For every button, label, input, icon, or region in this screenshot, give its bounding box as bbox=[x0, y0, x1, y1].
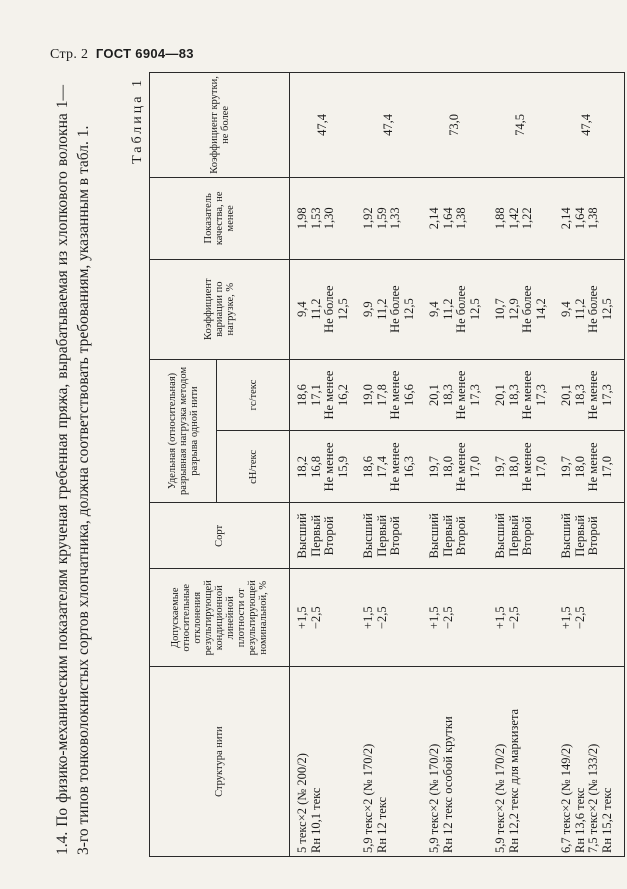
cell-deviation bbox=[426, 569, 492, 667]
cell-line: 17,0 bbox=[467, 455, 482, 478]
cell-line: +1,5 bbox=[295, 606, 309, 630]
cell-line: 18,0 bbox=[572, 455, 587, 478]
cell-line: 47,4 bbox=[381, 114, 396, 136]
cell-line: −2,5 bbox=[506, 606, 521, 630]
cell-line: Первый bbox=[308, 514, 323, 557]
cell-line: 1,92 bbox=[361, 207, 375, 230]
cell-line: Не менее bbox=[388, 442, 402, 492]
cell-twist bbox=[492, 73, 558, 178]
cell-line: Rн 12 текс bbox=[374, 796, 389, 853]
cell-line: Не более bbox=[586, 285, 600, 333]
cell-line: Высший bbox=[361, 513, 375, 559]
cell-line: 12,5 bbox=[335, 298, 350, 321]
cell-line: Второй bbox=[454, 516, 468, 556]
page-header bbox=[50, 46, 194, 63]
table-row bbox=[360, 73, 426, 857]
cell-line: Не менее bbox=[454, 370, 468, 420]
cell-line: Высший bbox=[295, 513, 309, 559]
cell-line: 1,64 bbox=[440, 207, 455, 230]
cell-line: 11,2 bbox=[308, 298, 323, 320]
cell-line: 15,9 bbox=[335, 455, 350, 478]
cell-line: Не менее bbox=[322, 442, 336, 492]
cell-twist bbox=[360, 73, 426, 178]
cell-variation bbox=[426, 259, 492, 359]
cell-line: 10,7 bbox=[493, 298, 507, 321]
properties-table bbox=[149, 72, 625, 857]
cell-line: 1,98 bbox=[295, 207, 309, 230]
cell-line: 14,2 bbox=[533, 298, 548, 321]
cell-line: 5,9 текс×2 (№ 170/2) bbox=[427, 743, 441, 853]
cell-line: 17,3 bbox=[599, 384, 614, 406]
cell-line: +1,5 bbox=[427, 606, 441, 630]
cell-line: 1,38 bbox=[454, 207, 468, 230]
cell-line: 11,2 bbox=[374, 298, 389, 320]
cell-structure bbox=[360, 667, 426, 857]
cell-line: Не менее bbox=[322, 370, 336, 420]
cell-twist bbox=[558, 73, 625, 178]
cell-variation bbox=[360, 259, 426, 359]
cell-line: 1,38 bbox=[586, 207, 600, 230]
col-twist: Коэффициент крутки, не более bbox=[150, 73, 290, 178]
cell-line: Rн 12,2 текс для маркизета bbox=[506, 708, 521, 853]
cell-line: Не менее bbox=[586, 370, 600, 420]
cell-deviation bbox=[558, 569, 625, 667]
cell-line: 1,22 bbox=[520, 207, 534, 230]
cell-line: 17,0 bbox=[599, 455, 614, 478]
page-number: Стр. 2 bbox=[50, 47, 89, 62]
cell-line: Второй bbox=[322, 516, 336, 556]
cell-load-cn bbox=[492, 431, 558, 503]
cell-line: −2,5 bbox=[440, 606, 455, 630]
cell-structure bbox=[492, 667, 558, 857]
cell-deviation bbox=[492, 569, 558, 667]
cell-line: 17,8 bbox=[374, 384, 389, 406]
cell-line: Не менее bbox=[520, 442, 534, 492]
standard-number: ГОСТ 6904—83 bbox=[95, 46, 194, 61]
cell-line: +1,5 bbox=[493, 606, 507, 630]
cell-load-cn bbox=[360, 431, 426, 503]
table-label: Таблица 1 bbox=[130, 77, 145, 164]
cell-line: 16,3 bbox=[401, 455, 416, 478]
cell-structure bbox=[426, 667, 492, 857]
cell-line: 16,6 bbox=[401, 384, 416, 406]
cell-line: 19,0 bbox=[361, 384, 375, 406]
cell-deviation bbox=[290, 569, 361, 667]
table-row bbox=[290, 73, 361, 857]
cell-line: Не менее bbox=[520, 370, 534, 420]
cell-line: Rн 15,2 текс bbox=[599, 787, 614, 853]
cell-structure bbox=[290, 667, 361, 857]
col-variation: Коэффициент вариации по нагрузке, % bbox=[150, 259, 290, 359]
col-quality: Показатель качества, не менее bbox=[150, 177, 290, 259]
cell-variation bbox=[290, 259, 361, 359]
cell-line: Первый bbox=[506, 514, 521, 557]
cell-line: Не более bbox=[388, 285, 402, 333]
cell-line: −2,5 bbox=[572, 606, 587, 630]
cell-line: 19,7 bbox=[493, 455, 507, 478]
cell-line: −2,5 bbox=[308, 606, 323, 630]
cell-line: 18,3 bbox=[506, 384, 521, 406]
table-row bbox=[558, 73, 625, 857]
cell-line: 18,0 bbox=[440, 455, 455, 478]
col-load-cn: сН/текс bbox=[217, 431, 290, 503]
cell-line: 19,7 bbox=[427, 455, 441, 478]
cell-line: Первый bbox=[440, 514, 455, 557]
cell-line: 17,3 bbox=[467, 384, 482, 406]
cell-line: 1,59 bbox=[374, 207, 389, 230]
cell-quality bbox=[290, 177, 361, 259]
cell-line: 6,7 текс×2 (№ 149/2) bbox=[559, 743, 573, 853]
cell-line: 5 текс×2 (№ 200/2) bbox=[295, 753, 309, 853]
cell-variation bbox=[558, 259, 625, 359]
cell-quality bbox=[492, 177, 558, 259]
cell-load-gs bbox=[290, 359, 361, 431]
col-load-gs: гс/текс bbox=[217, 359, 290, 431]
cell-line: 16,8 bbox=[308, 455, 323, 478]
cell-line: 47,4 bbox=[579, 114, 594, 136]
cell-line: 5,9 текс×2 (№ 170/2) bbox=[361, 743, 375, 853]
cell-line: 17,1 bbox=[308, 384, 323, 406]
cell-line: 1,64 bbox=[572, 207, 587, 230]
cell-line: 1,88 bbox=[493, 207, 507, 230]
cell-line: 5,9 текс×2 (№ 170/2) bbox=[493, 743, 507, 853]
cell-line: 74,5 bbox=[513, 114, 528, 136]
cell-line: 16,2 bbox=[335, 384, 350, 406]
cell-line: 11,2 bbox=[572, 298, 587, 320]
cell-line: Второй bbox=[586, 516, 600, 556]
cell-quality bbox=[558, 177, 625, 259]
cell-load-cn bbox=[558, 431, 625, 503]
col-grade: Сорт bbox=[150, 503, 290, 569]
cell-line: 73,0 bbox=[447, 114, 462, 136]
cell-line: 17,0 bbox=[533, 455, 548, 478]
cell-line: 1,30 bbox=[322, 207, 336, 230]
cell-grade bbox=[426, 503, 492, 569]
cell-line: Rн 13,6 текс bbox=[572, 787, 587, 853]
cell-line: +1,5 bbox=[559, 606, 573, 630]
cell-load-gs bbox=[426, 359, 492, 431]
cell-line: 2,14 bbox=[559, 207, 573, 230]
cell-line: Второй bbox=[388, 516, 402, 556]
cell-line: Не менее bbox=[586, 442, 600, 492]
cell-line: −2,5 bbox=[374, 606, 389, 630]
intro-paragraph: 1.4. По физико-механическим показателям крученая гребенная пряжа, вырабатываемая из хлопкового волокна 1—3-го типов тонковолокнистых сортов хлопчатника, должна соответствовать требованиям, указанным в табл. 1. bbox=[54, 85, 92, 855]
cell-line: 1,33 bbox=[388, 207, 402, 230]
cell-line: 17,3 bbox=[533, 384, 548, 406]
col-deviation: Допускаемые относительные отклонения результирующей кондиционной линейной плотности от результирующей номинальной, % bbox=[150, 569, 290, 667]
cell-line: 18,0 bbox=[506, 455, 521, 478]
cell-quality bbox=[426, 177, 492, 259]
cell-line: Второй bbox=[520, 516, 534, 556]
cell-grade bbox=[290, 503, 361, 569]
cell-line: 1,42 bbox=[506, 207, 521, 230]
cell-line: Высший bbox=[559, 513, 573, 559]
cell-line: 20,1 bbox=[559, 384, 573, 406]
cell-line: Rн 10,1 текс bbox=[308, 787, 323, 853]
cell-twist bbox=[426, 73, 492, 178]
cell-line: 11,2 bbox=[440, 298, 455, 320]
cell-line: Не менее bbox=[388, 370, 402, 420]
cell-line: 12,5 bbox=[599, 298, 614, 321]
cell-line: 18,3 bbox=[440, 384, 455, 406]
cell-line: Первый bbox=[374, 514, 389, 557]
cell-line: 2,14 bbox=[427, 207, 441, 230]
cell-load-cn bbox=[290, 431, 361, 503]
cell-line: Не более bbox=[454, 285, 468, 333]
col-structure: Структура нити bbox=[150, 667, 290, 857]
cell-line: 18,6 bbox=[361, 455, 375, 478]
cell-line: 19,7 bbox=[559, 455, 573, 478]
cell-line: 12,5 bbox=[467, 298, 482, 321]
cell-line: Не более bbox=[322, 285, 336, 333]
cell-line: 20,1 bbox=[493, 384, 507, 406]
cell-variation bbox=[492, 259, 558, 359]
cell-structure bbox=[558, 667, 625, 857]
cell-load-gs bbox=[558, 359, 625, 431]
cell-line: +1,5 bbox=[361, 606, 375, 630]
cell-line: 9,4 bbox=[427, 301, 441, 317]
cell-line: Первый bbox=[572, 514, 587, 557]
cell-line: Не более bbox=[520, 285, 534, 333]
cell-line: 20,1 bbox=[427, 384, 441, 406]
cell-twist bbox=[290, 73, 361, 178]
cell-line: Высший bbox=[493, 513, 507, 559]
cell-line: Не менее bbox=[454, 442, 468, 492]
cell-line: 17,4 bbox=[374, 455, 389, 478]
cell-line: 7,5 текс×2 (№ 133/2) bbox=[586, 743, 600, 853]
cell-deviation bbox=[360, 569, 426, 667]
cell-grade bbox=[492, 503, 558, 569]
cell-line: Высший bbox=[427, 513, 441, 559]
cell-line: 12,9 bbox=[506, 298, 521, 321]
cell-line: 18,3 bbox=[572, 384, 587, 406]
cell-load-gs bbox=[360, 359, 426, 431]
cell-grade bbox=[360, 503, 426, 569]
cell-line: Rн 12 текс особой крутки bbox=[440, 716, 455, 853]
col-load-group: Удельная (относительная) разрывная нагрузка методом разрыва одной нити bbox=[150, 359, 217, 503]
cell-quality bbox=[360, 177, 426, 259]
cell-line: 12,5 bbox=[401, 298, 416, 321]
table-row bbox=[426, 73, 492, 857]
cell-line: 9,4 bbox=[559, 301, 573, 317]
table-row bbox=[492, 73, 558, 857]
cell-line: 9,4 bbox=[295, 301, 309, 317]
cell-line: 18,6 bbox=[295, 384, 309, 406]
rotated-page-content bbox=[52, 65, 612, 865]
cell-line: 1,53 bbox=[308, 207, 323, 230]
cell-line: 47,4 bbox=[315, 114, 330, 136]
cell-line: 18,2 bbox=[295, 455, 309, 478]
cell-grade bbox=[558, 503, 625, 569]
cell-load-gs bbox=[492, 359, 558, 431]
cell-line: 9,9 bbox=[361, 301, 375, 317]
cell-load-cn bbox=[426, 431, 492, 503]
